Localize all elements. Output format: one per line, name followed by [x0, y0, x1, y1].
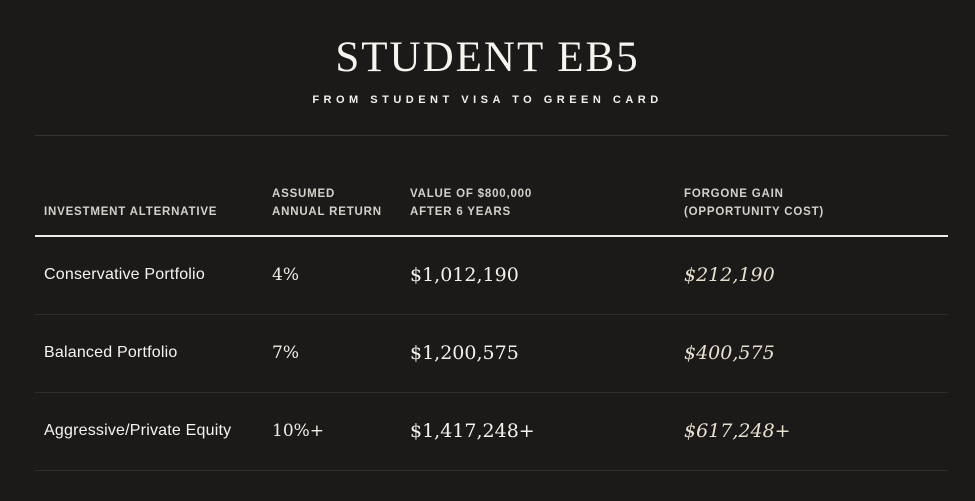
forgone-gain-cell: $400,575: [684, 342, 775, 365]
investment-alternative-cell: Conservative Portfolio: [44, 266, 205, 284]
table-row-aggressive-private-equity: [35, 393, 948, 471]
column-header-forgone-gain: [684, 186, 948, 222]
value-after-6-years-cell: $1,200,575: [410, 342, 519, 365]
investment-alternative-cell: Aggressive/Private Equity: [44, 422, 232, 440]
column-header-line: ASSUMED: [272, 188, 336, 201]
forgone-gain-cell: $212,190: [684, 264, 775, 287]
investment-comparison-table: [35, 136, 948, 471]
annual-return-cell: 4%: [272, 265, 299, 286]
page-subtitle: FROM STUDENT VISA TO GREEN CARD: [312, 94, 663, 107]
column-header-line: AFTER 6 YEARS: [410, 206, 511, 219]
table-row-balanced-portfolio: [35, 315, 948, 393]
value-after-6-years-cell: $1,012,190: [410, 264, 519, 287]
column-header-line: FORGONE GAIN: [684, 188, 784, 201]
value-after-6-years-cell: $1,417,248+: [410, 420, 535, 443]
column-header-value-after-6-years: [410, 186, 684, 222]
investment-alternative-cell: Balanced Portfolio: [44, 344, 178, 362]
column-header-line: ANNUAL RETURN: [272, 206, 382, 219]
column-header-line: INVESTMENT ALTERNATIVE: [44, 206, 218, 219]
table-row-conservative-portfolio: [35, 237, 948, 315]
forgone-gain-cell: $617,248+: [684, 420, 791, 443]
annual-return-cell: 10%+: [272, 421, 325, 442]
column-header-line: (OPPORTUNITY COST): [684, 206, 825, 219]
column-header-assumed-annual-return: [272, 186, 410, 222]
column-header-investment-alternative: [44, 204, 272, 222]
column-header-line: VALUE OF $800,000: [410, 188, 533, 201]
annual-return-cell: 7%: [272, 343, 299, 364]
table-header-row: [35, 136, 948, 237]
page-title: STUDENT EB5: [335, 34, 640, 81]
